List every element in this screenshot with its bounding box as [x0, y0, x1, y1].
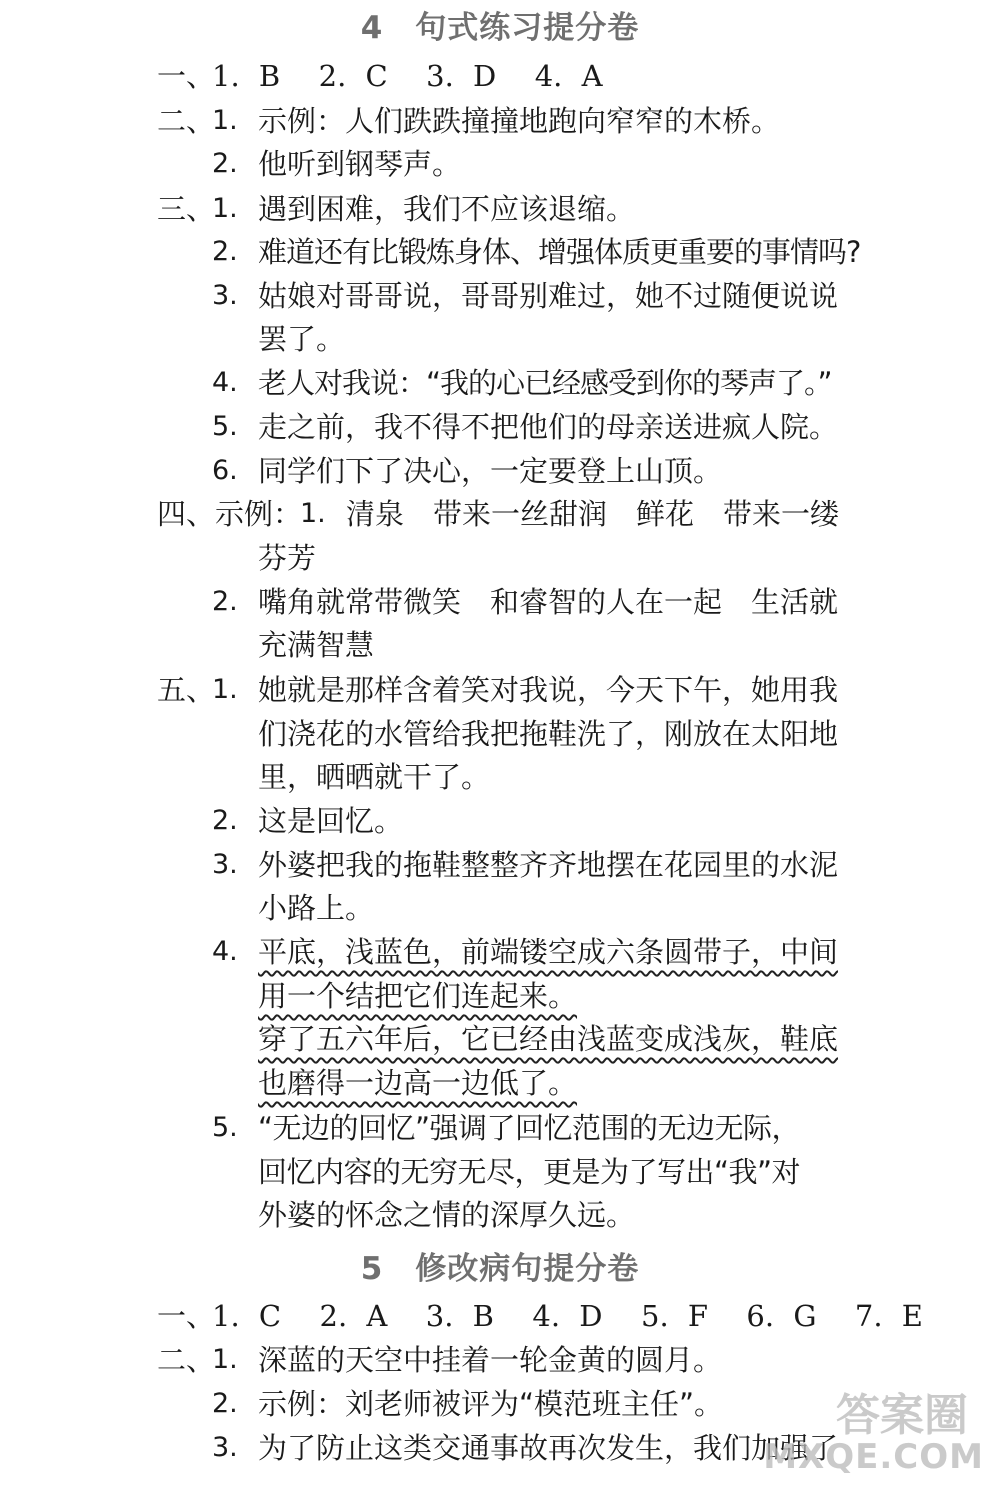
question-label-4: 四、示例：: [157, 497, 303, 531]
choice-answers: 1. B 2. C 3. D 4. A: [212, 59, 603, 93]
answer-text: 遇到困难，我们不应该退缩。: [258, 192, 636, 226]
answer-text: 清泉 带来一丝甜润 鲜花 带来一缕: [346, 497, 840, 531]
item-number: 3.: [212, 1432, 238, 1463]
item-number: 2.: [212, 586, 238, 617]
item-number: 3.: [212, 280, 238, 311]
watermark-url: MXQE.COM: [763, 1437, 984, 1477]
item-number: 1.: [212, 674, 238, 705]
answer-text: 老人对我说：“我的心已经感受到你的琴声了。”: [258, 366, 832, 400]
answer-text: 嘴角就常带微笑 和睿智的人在一起 生活就: [258, 585, 839, 619]
section-heading: 修改病句提分卷: [415, 1251, 640, 1287]
answer-text: 为了防止这类交通事故再次发生，我们加强了: [258, 1431, 839, 1465]
matching-answers: 1. C 2. A 3. B 4. D 5. F 6. G 7. E: [212, 1299, 923, 1333]
answer-text: “无边的回忆”强调了回忆范围的无边无际，: [258, 1111, 801, 1145]
question-label-1: 一、: [157, 59, 216, 93]
answer-text-cont: 回忆内容的无穷无尽，更是为了写出“我”对: [258, 1155, 801, 1189]
item-number: 5.: [212, 411, 238, 442]
answer-text-cont: 外婆的怀念之情的深厚久远。: [258, 1198, 636, 1232]
item-number: 6.: [212, 455, 238, 486]
section-number: 5: [360, 1251, 384, 1287]
question-label-5: 五、: [157, 673, 216, 707]
question-label-1: 一、: [157, 1299, 216, 1333]
item-number: 5.: [212, 1112, 238, 1143]
watermark-logo-text: 答案圈: [836, 1390, 968, 1441]
answer-text: 深蓝的天空中挂着一轮金黄的圆月。: [258, 1343, 723, 1377]
item-number: 1.: [212, 105, 238, 136]
answer-text: 他听到钢琴声。: [258, 147, 462, 181]
answer-text: 难道还有比锻炼身体、增强体质更重要的事情吗?: [258, 235, 861, 269]
answer-text: 外婆把我的拖鞋整整齐齐地摆在花园里的水泥: [258, 848, 839, 882]
item-number: 1.: [300, 498, 326, 529]
section-title-4: [0, 2, 1000, 47]
answer-text: 示例：人们跌跌撞撞地跑向窄窄的木桥。: [258, 104, 781, 138]
item-number: 2.: [212, 236, 238, 267]
item-number: 4.: [212, 936, 238, 967]
underlined-answer-text: 也磨得一边高一边低了。: [258, 1066, 578, 1100]
answer-text: 这是回忆。: [258, 804, 404, 838]
answer-text: 同学们下了决心，一定要登上山顶。: [258, 454, 723, 488]
item-number: 2.: [212, 148, 238, 179]
underlined-answer-text: 穿了五六年后，它已经由浅蓝变成浅灰，鞋底: [258, 1022, 839, 1056]
underlined-answer-text: 平底，浅蓝色，前端镂空成六条圆带子，中间: [258, 935, 839, 969]
item-number: 2.: [212, 1388, 238, 1419]
question-label-2: 二、: [157, 1343, 216, 1377]
answer-text-cont: 里，晒晒就干了。: [258, 760, 491, 794]
answer-text-cont: 罢了。: [258, 322, 346, 356]
question-label-2: 二、: [157, 104, 216, 138]
answer-text: 她就是那样含着笑对我说，今天下午，她用我: [258, 673, 839, 707]
section-title-5: [0, 1243, 1000, 1288]
underlined-answer-text: 用一个结把它们连起来。: [258, 979, 578, 1013]
item-number: 1.: [212, 193, 238, 224]
item-number: 1.: [212, 1344, 238, 1375]
section-heading: 句式练习提分卷: [415, 10, 640, 46]
answer-text: 示例：刘老师被评为“模范班主任”。: [258, 1387, 724, 1421]
item-number: 4.: [212, 367, 238, 398]
item-number: 3.: [212, 849, 238, 880]
answer-text-cont: 小路上。: [258, 891, 375, 925]
site-watermark: [738, 1375, 988, 1485]
answer-text-cont: 们浇花的水管给我把拖鞋洗了，刚放在太阳地: [258, 717, 839, 751]
section-number: 4: [360, 10, 384, 46]
item-number: 2.: [212, 805, 238, 836]
answer-text-cont: 充满智慧: [258, 628, 375, 662]
answer-text-cont: 芬芳: [258, 541, 317, 575]
question-label-3: 三、: [157, 192, 216, 226]
answer-text: 走之前，我不得不把他们的母亲送进疯人院。: [258, 410, 839, 444]
answer-text: 姑娘对哥哥说，哥哥别难过，她不过随便说说: [258, 279, 839, 313]
